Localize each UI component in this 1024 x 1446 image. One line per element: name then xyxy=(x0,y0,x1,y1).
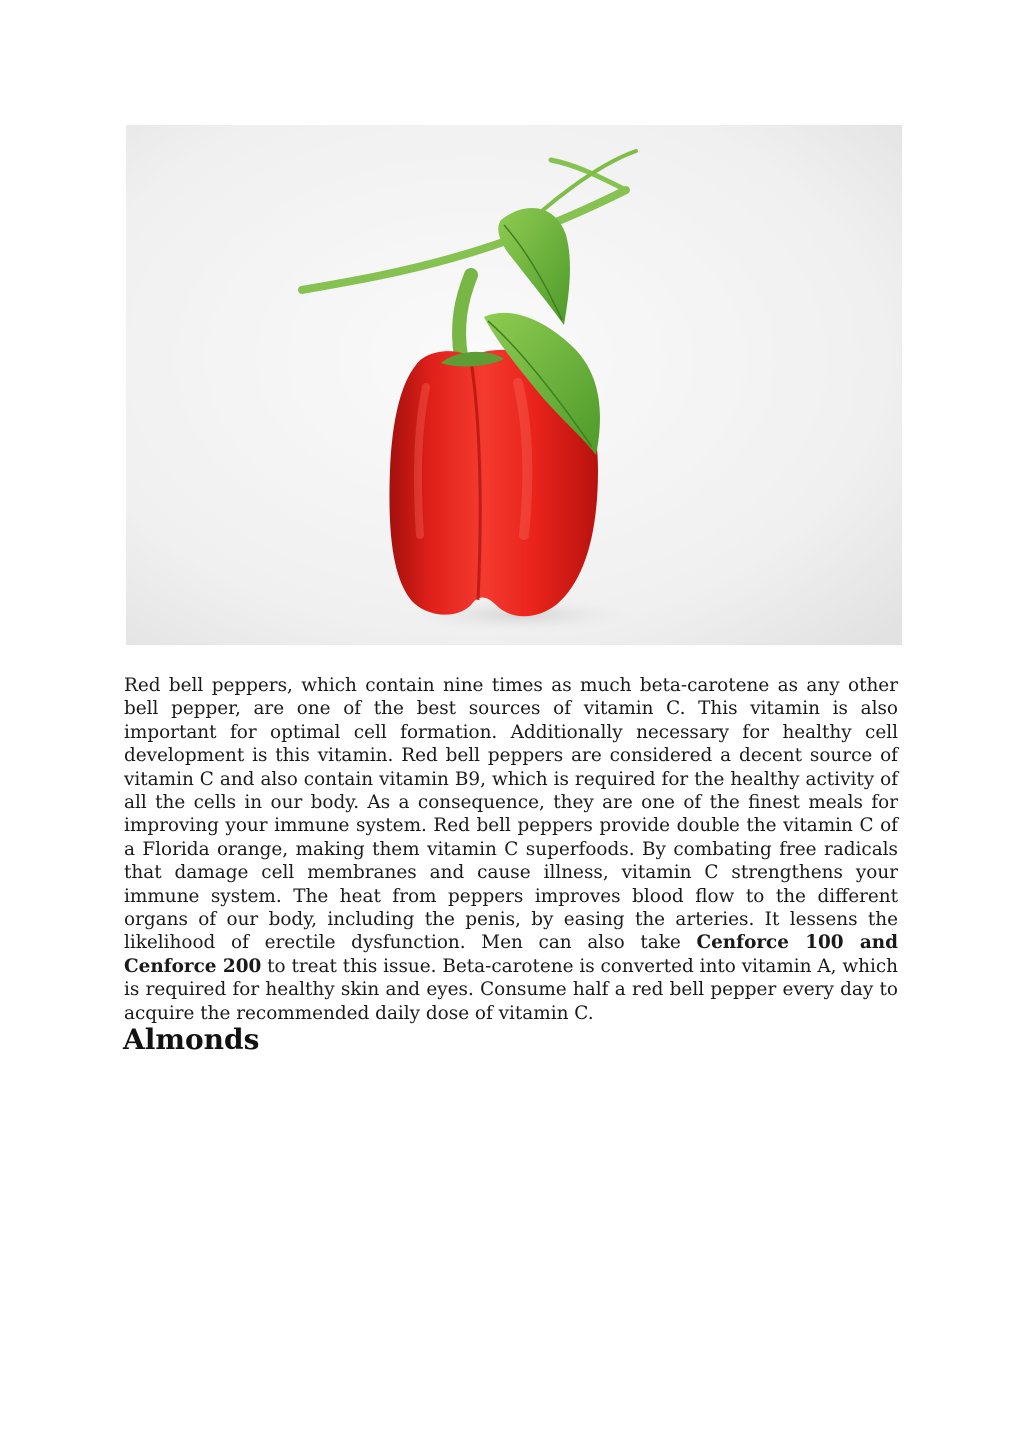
body-text-before-bold: Red bell peppers, which contain nine times as much beta-carotene as any other bell pepper, are one of the best sources of vitamin C. This vitamin is also important for optimal cell formation. Additionally necessary for healthy cell development is this vitamin. Red bell peppers are considered a decent source of vitamin C and also contain vitamin B9, which is required for the healthy activity of all the cells in our body. As a consequence, they are one of the finest meals for improving your immune system. Red bell peppers provide double the vitamin C of a Florida orange, making them vitamin C superfoods. By combating free radicals that damage cell membranes and cause illness, vitamin C strengthens your immune system. The heat from peppers improves blood flow to the different organs of our body, including the penis, by easing the arteries. It lessens the likelihood of erectile dysfunction. Men can also take xyxy=(124,675,898,954)
body-paragraph xyxy=(124,674,898,1025)
body-text-after-bold: to treat this issue. Beta-carotene is converted into vitamin A, which is required for healthy skin and eyes. Consume half a red bell pepper every day to acquire the recommended daily dose of vitamin C. xyxy=(124,955,898,1024)
red-bell-pepper-photo xyxy=(126,125,902,645)
section-heading-almonds: Almonds xyxy=(123,1023,260,1056)
product-names-bold: Cenforce 100 and Cenforce 200 xyxy=(124,932,898,977)
